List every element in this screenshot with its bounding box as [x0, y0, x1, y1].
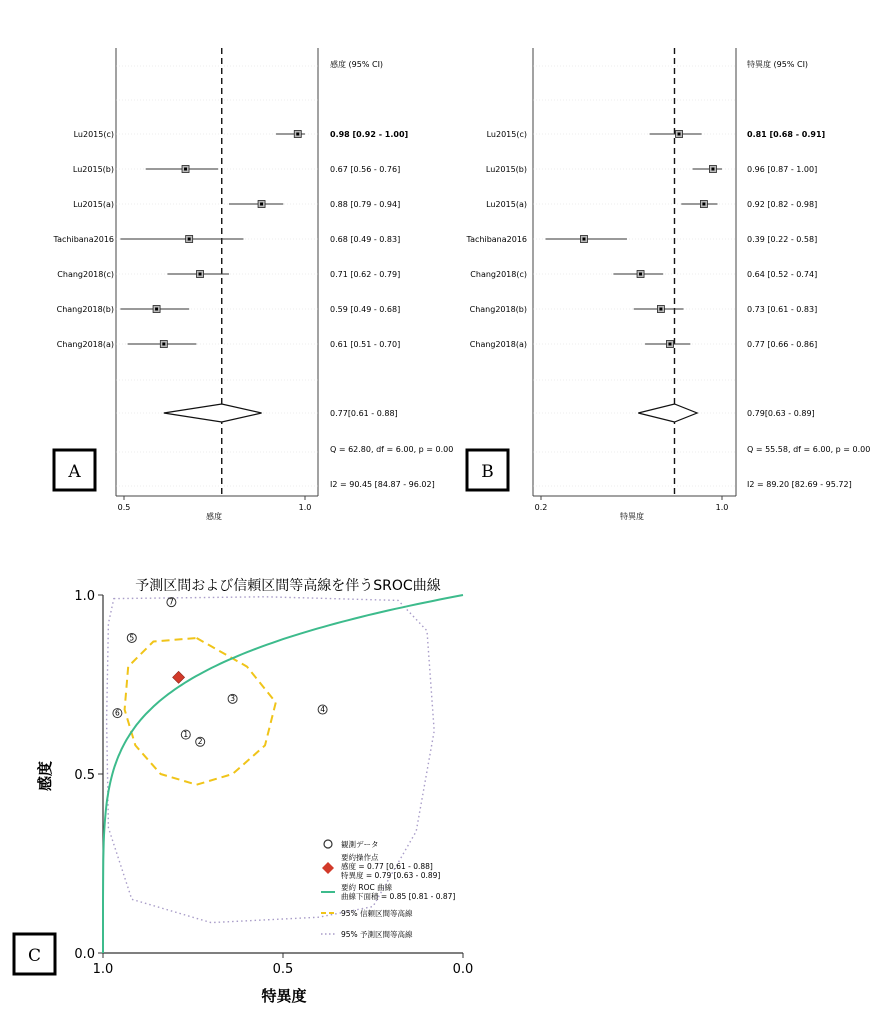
- study-label-spec-6: Chang2018(a): [469, 340, 527, 349]
- study-point-sens-5: [155, 308, 158, 311]
- forest-plot-sensitivity: [53, 48, 454, 521]
- study-ci-text-spec-6: 0.77 [0.66 - 0.86]: [747, 340, 818, 349]
- pooled-diamond-sens: [164, 404, 262, 422]
- pooled-diamond-spec: [638, 404, 697, 422]
- legend-roc-text: 要約 ROC 曲線: [341, 883, 393, 892]
- study-point-spec-5: [659, 308, 662, 311]
- sroc-plot: [14, 577, 473, 1005]
- study-label-sens-6: Chang2018(a): [56, 340, 114, 349]
- observed-point-label-2: 2: [197, 737, 203, 747]
- forest-header-specificity: 特異度 (95% CI): [747, 60, 809, 69]
- sroc-x-axis-label: 特異度: [261, 987, 307, 1005]
- study-ci-text-sens-2: 0.88 [0.79 - 0.94]: [330, 200, 401, 209]
- legend-summary-text: 要約操作点: [341, 853, 379, 862]
- study-label-spec-0: Lu2015(c): [486, 130, 527, 139]
- study-point-sens-1: [184, 168, 187, 171]
- study-label-sens-2: Lu2015(a): [73, 200, 114, 209]
- pooled-ci-text-sens: 0.77[0.61 - 0.88]: [330, 409, 398, 418]
- sroc-y-tick-2: 1.0: [74, 589, 95, 604]
- sroc-x-tick-0: 1.0: [92, 962, 114, 977]
- heterogeneity-i2-specificity: I2 = 89.20 [82.69 - 95.72]: [747, 480, 852, 489]
- study-ci-text-spec-2: 0.92 [0.82 - 0.98]: [747, 200, 818, 209]
- sroc-title: 予測区間および信頼区間等高線を伴うSROC曲線: [135, 578, 441, 594]
- study-label-sens-5: Chang2018(b): [56, 305, 114, 314]
- study-ci-text-spec-4: 0.64 [0.52 - 0.74]: [747, 270, 818, 279]
- legend-observed-marker: [324, 840, 332, 848]
- x-axis-label-specificity: 特異度: [620, 512, 644, 521]
- observed-point-label-6: 6: [115, 708, 120, 718]
- legend-summary-sens: 感度 = 0.77 [0.61 - 0.88]: [341, 862, 433, 871]
- legend-prediction-text: 95% 予測区間等高線: [341, 930, 413, 939]
- observed-point-label-1: 1: [183, 729, 189, 739]
- study-label-sens-0: Lu2015(c): [73, 130, 114, 139]
- study-point-spec-4: [639, 273, 642, 276]
- observed-point-label-7: 7: [169, 597, 174, 607]
- study-label-spec-1: Lu2015(b): [485, 165, 527, 174]
- observed-point-label-3: 3: [230, 694, 235, 704]
- forest-tick-label-spec-1: 1.0: [715, 503, 729, 512]
- sroc-x-tick-2: 0.0: [452, 962, 474, 977]
- panel-letter-a: A: [68, 462, 81, 482]
- study-point-spec-0: [678, 133, 681, 136]
- pooled-ci-text-spec: 0.79[0.63 - 0.89]: [747, 409, 815, 418]
- heterogeneity-q-sensitivity: Q = 62.80, df = 6.00, p = 0.00: [330, 445, 454, 454]
- observed-point-label-5: 5: [129, 633, 135, 643]
- study-ci-text-sens-0: 0.98 [0.92 - 1.00]: [330, 130, 409, 139]
- study-point-sens-2: [260, 203, 263, 206]
- forest-tick-label-sens-0: 0.5: [117, 503, 131, 512]
- study-point-spec-2: [702, 203, 705, 206]
- forest-tick-label-spec-0: 0.2: [534, 503, 548, 512]
- study-label-sens-1: Lu2015(b): [72, 165, 114, 174]
- forest-header-sensitivity: 感度 (95% CI): [330, 60, 384, 69]
- study-ci-text-sens-4: 0.71 [0.62 - 0.79]: [330, 270, 401, 279]
- study-label-sens-4: Chang2018(c): [57, 270, 114, 279]
- study-label-sens-3: Tachibana2016: [53, 235, 114, 244]
- study-ci-text-sens-5: 0.59 [0.49 - 0.68]: [330, 305, 401, 314]
- study-label-spec-4: Chang2018(c): [470, 270, 527, 279]
- study-point-sens-3: [188, 238, 191, 241]
- observed-point-label-4: 4: [320, 704, 325, 714]
- summary-operating-point: [173, 671, 185, 683]
- study-label-spec-2: Lu2015(a): [486, 200, 527, 209]
- panel-letter-b: B: [481, 462, 494, 482]
- sroc-y-axis-label: 感度: [36, 760, 54, 792]
- sroc-y-tick-0: 0.0: [74, 947, 95, 962]
- heterogeneity-i2-sensitivity: I2 = 90.45 [84.87 - 96.02]: [330, 480, 435, 489]
- legend-summary-spec: 特異度 = 0.79 [0.63 - 0.89]: [341, 871, 441, 880]
- heterogeneity-q-specificity: Q = 55.58, df = 6.00, p = 0.00: [747, 445, 871, 454]
- study-point-sens-4: [199, 273, 202, 276]
- legend-roc-auc: 曲線下面積 = 0.85 [0.81 - 0.87]: [341, 892, 456, 901]
- forest-plot-specificity: [466, 48, 871, 521]
- panel-letter-c: C: [27, 946, 42, 966]
- study-label-spec-5: Chang2018(b): [469, 305, 527, 314]
- study-point-sens-0: [296, 133, 299, 136]
- x-axis-label-sensitivity: 感度: [206, 512, 222, 521]
- sroc-y-tick-1: 0.5: [74, 768, 95, 783]
- study-ci-text-spec-3: 0.39 [0.22 - 0.58]: [747, 235, 818, 244]
- forest-tick-label-sens-1: 1.0: [298, 503, 312, 512]
- legend-confidence-text: 95% 信頼区間等高線: [341, 909, 413, 918]
- study-point-spec-3: [582, 238, 585, 241]
- study-label-spec-3: Tachibana2016: [466, 235, 527, 244]
- study-point-sens-6: [162, 343, 165, 346]
- study-ci-text-sens-6: 0.61 [0.51 - 0.70]: [330, 340, 401, 349]
- study-ci-text-sens-3: 0.68 [0.49 - 0.83]: [330, 235, 401, 244]
- study-point-spec-6: [668, 343, 671, 346]
- legend-observed-text: 観測データ: [341, 840, 379, 849]
- legend-summary-marker: [322, 862, 334, 874]
- study-point-spec-1: [711, 168, 714, 171]
- study-ci-text-sens-1: 0.67 [0.56 - 0.76]: [330, 165, 401, 174]
- study-ci-text-spec-0: 0.81 [0.68 - 0.91]: [747, 130, 826, 139]
- sroc-x-tick-1: 0.5: [272, 962, 294, 977]
- study-ci-text-spec-1: 0.96 [0.87 - 1.00]: [747, 165, 818, 174]
- study-ci-text-spec-5: 0.73 [0.61 - 0.83]: [747, 305, 818, 314]
